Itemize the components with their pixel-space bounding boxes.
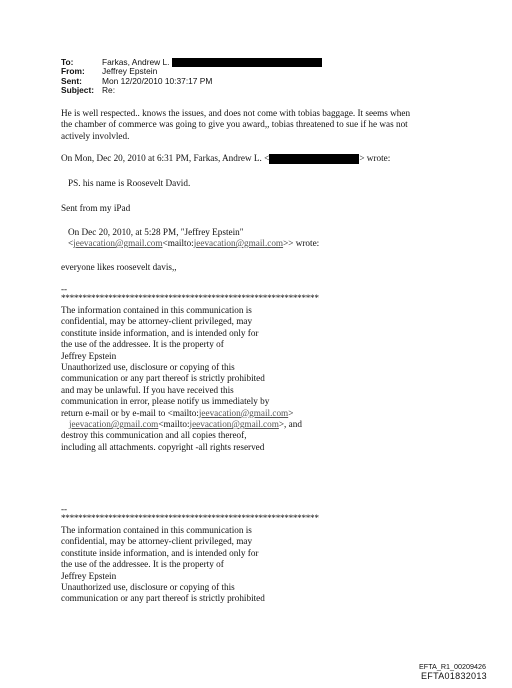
disclaimer-line: [61, 408, 302, 419]
disclaimer-line: constitute inside information, and is intended only for: [61, 327, 259, 338]
from-value: Jeffrey Epstein: [102, 66, 158, 77]
email-link[interactable]: jeevacation@gmail.com: [69, 419, 159, 430]
reply-line-2: On Dec 20, 2010, at 5:28 PM, "Jeffrey Epstein": [68, 227, 244, 237]
disclaimer-line: the use of the addressee. It is the property of: [61, 339, 224, 350]
disclaimer-line: confidential, may be attorney-client privileged, may: [61, 536, 253, 547]
redaction-block: [269, 154, 359, 164]
to-value: Farkas, Andrew L.: [102, 57, 170, 67]
from-label: From:: [61, 66, 85, 77]
wrote-text: >> wrote:: [283, 238, 320, 248]
disclaimer-line: constitute inside information, and is intended only for: [61, 547, 259, 558]
bates-number-top: EFTA_R1_00209426: [419, 662, 486, 671]
email-link[interactable]: jeevacation@gmail.com: [189, 419, 279, 430]
reply-line-1: [61, 153, 390, 164]
subject-row: [61, 86, 322, 95]
ps-line: PS. his name is Roosevelt David.: [68, 178, 191, 188]
disclaimer-line: including all attachments. copyright -all rights reserved: [61, 441, 265, 452]
email-link[interactable]: jeevacation@gmail.com: [73, 238, 163, 248]
everyone-line: everyone likes roosevelt davis,,: [61, 262, 177, 272]
separator-stars: ************************************************************: [61, 513, 319, 523]
lt-text: <: [68, 238, 74, 248]
disclaimer-line: confidential, may be attorney-client privileged, may: [61, 316, 253, 327]
disclaimer-text: return e-mail or by e-mail to <mailto:: [61, 407, 199, 418]
disclaimer-line: destroy this communication and all copies thereof,: [61, 430, 247, 441]
reply-prefix: On Mon, Dec 20, 2010 at 6:31 PM, Farkas, Andrew L. <: [61, 153, 270, 163]
disclaimer-line: Jeffrey Epstein: [61, 350, 117, 361]
body-line: He is well respected.. knows the issues, and does not come with tobias baggage. It seems when: [61, 108, 411, 118]
mailto-text: <mailto:: [162, 238, 194, 248]
disclaimer-text: >, and: [278, 419, 302, 430]
separator-stars: ************************************************************: [61, 293, 319, 303]
sent-label: Sent:: [61, 75, 82, 86]
disclaimer-text: >: [288, 407, 294, 418]
subject-value: Re:: [102, 85, 116, 96]
disclaimer-line: communication in error, please notify us immediately by: [61, 396, 270, 407]
email-header: [61, 58, 322, 96]
redaction-block: [172, 58, 322, 67]
disclaimer-block: [61, 525, 265, 605]
disclaimer-block: [61, 305, 302, 453]
sent-value: Mon 12/20/2010 10:37:17 PM: [102, 75, 213, 86]
mailto-text: <mailto:: [158, 419, 190, 430]
subject-label: Subject:: [61, 85, 95, 96]
reply-suffix: > wrote:: [359, 153, 391, 163]
disclaimer-line: communication or any part thereof is strictly prohibited: [61, 373, 265, 384]
disclaimer-line: Unauthorized use, disclosure or copying of this: [61, 582, 235, 593]
to-label: To:: [61, 57, 74, 67]
body-line: the chamber of commerce was going to give you award,, tobias threatened to sue if he was not: [61, 119, 408, 130]
disclaimer-line: Unauthorized use, disclosure or copying of this: [61, 362, 235, 373]
body-line: actively involvled.: [61, 130, 130, 141]
disclaimer-line: The information contained in this communication is: [61, 305, 252, 315]
sent-row: [61, 77, 322, 86]
disclaimer-line: [61, 419, 302, 430]
to-row: [61, 58, 322, 67]
body-paragraph: [61, 108, 410, 142]
bates-number-bottom: EFTA01832013: [421, 671, 487, 681]
disclaimer-line: and may be unlawful. If you have received this: [61, 384, 234, 395]
email-link[interactable]: jeevacation@gmail.com: [193, 238, 284, 248]
separator-dashes: --: [61, 284, 68, 294]
separator-dashes: --: [61, 504, 68, 514]
email-link[interactable]: jeevacation@gmail.com: [198, 407, 289, 418]
sent-from-line: Sent from my iPad: [61, 203, 131, 213]
disclaimer-line: the use of the addressee. It is the property of: [61, 559, 224, 570]
disclaimer-line: Jeffrey Epstein: [61, 570, 117, 581]
disclaimer-line: communication or any part thereof is strictly prohibited: [61, 593, 265, 604]
disclaimer-line: The information contained in this communication is: [61, 525, 252, 535]
reply-email-line: [68, 238, 319, 249]
